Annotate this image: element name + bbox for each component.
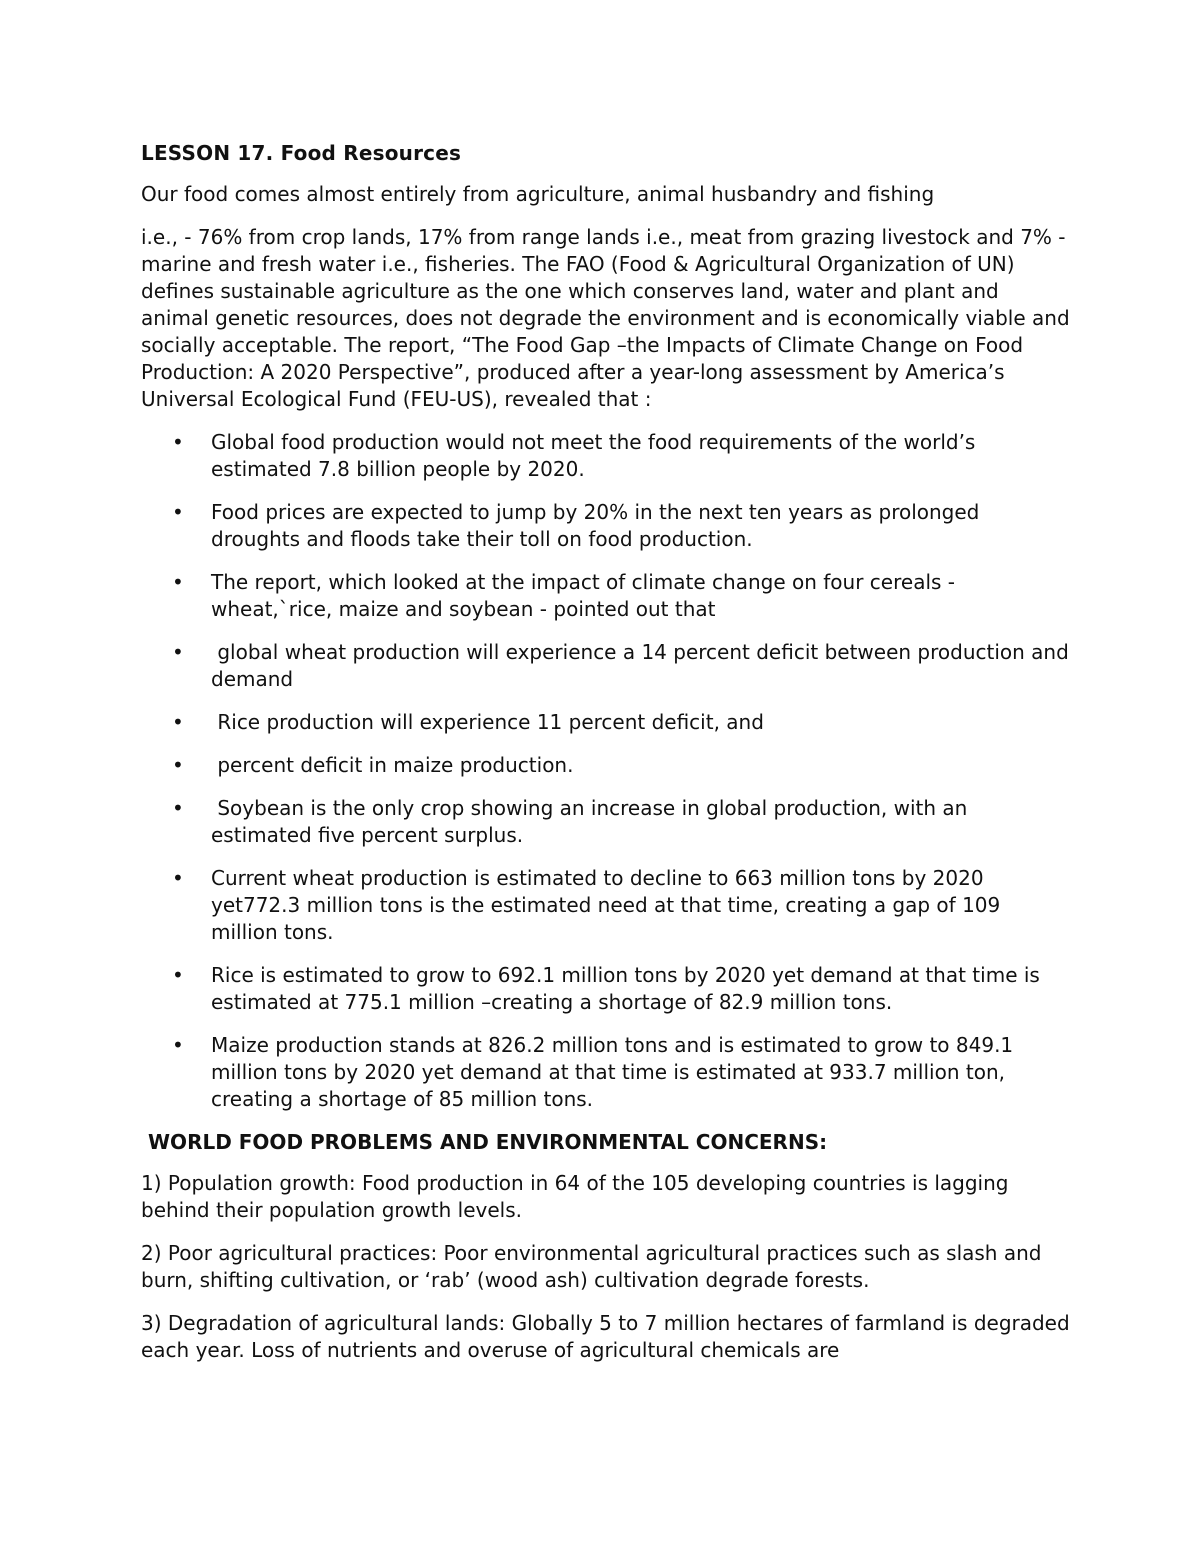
list-item-text: Food prices are expected to jump by 20% in the next ten years as prolonged droughts and floods take their toll on food production. [211,500,980,551]
list-item-text: Rice is estimated to grow to 692.1 million tons by 2020 yet demand at that time is estimated at 775.1 million –creating a shortage of 82.9 million tons. [211,963,1040,1014]
problem-paragraph: 3) Degradation of agricultural lands: Globally 5 to 7 million hectares of farmland is degraded each year. Loss of nutrients and overuse of agricultural chemicals are [141,1311,1070,1362]
problem-paragraph: 2) Poor agricultural practices: Poor environmental agricultural practices such as slash and burn, shifting cultivation, or ‘rab’ (wood ash) cultivation degrade forests. [141,1241,1042,1292]
document-page [141,140,1076,1380]
list-item [141,1032,1071,1113]
list-item [141,709,1071,736]
bullet-icon: • [172,710,184,734]
list-item [141,639,1076,693]
bullet-icon: • [172,753,184,777]
section-heading: WORLD FOOD PROBLEMS AND ENVIRONMENTAL CONCERNS: [148,1130,828,1154]
intro-paragraph: Our food comes almost entirely from agriculture, animal husbandry and fishing [141,182,935,206]
list-item-text: global wheat production will experience a 14 percent deficit between production and demand [211,640,1076,691]
bullet-icon: • [172,1033,184,1057]
list-item-text: Maize production stands at 826.2 million tons and is estimated to grow to 849.1 million tons by 2020 yet demand at that time is estimated at 933.7 million ton, creating a shortage of 85 million tons. [211,1033,1014,1111]
bullet-icon: • [172,500,184,524]
problem-paragraph: 1) Population growth: Food production in 64 of the 105 developing countries is lagging behind their population growth levels. [141,1171,1009,1222]
list-item [141,429,1071,483]
bullet-icon: • [172,866,184,890]
bullet-icon: • [172,963,184,987]
bullet-icon: • [172,796,184,820]
findings-list [141,429,1076,1113]
lesson-title: LESSON 17. Food Resources [141,141,462,165]
list-item-text: percent deficit in maize production. [211,753,574,777]
list-item-text: Rice production will experience 11 percent deficit, and [211,710,764,734]
list-item [141,795,1071,849]
body-paragraph: i.e., - 76% from crop lands, 17% from range lands i.e., meat from grazing livestock and 7% - marine and fresh water i.e., fisheries. The FAO (Food & Agricultural Organization of UN) defines sustainable agriculture as the one which conserves land, water and plant and animal genetic resources, does not degrade the environment and is economically viable and socially acceptable. The report, “The Food Gap –the Impacts of Climate Change on Food Production: A 2020 Perspective”, produced after a year-long assessment by America’s Universal Ecological Fund (FEU-US), revealed that : [141,225,1070,411]
list-item [141,962,1071,1016]
list-item [141,865,1071,946]
list-item-text: The report, which looked at the impact of climate change on four cereals - wheat,`rice, maize and soybean - pointed out that [211,570,955,621]
bullet-icon: • [172,640,184,664]
list-item [141,752,1071,779]
list-item-text: Current wheat production is estimated to decline to 663 million tons by 2020 yet772.3 million tons is the estimated need at that time, creating a gap of 109 million tons. [211,866,1001,944]
bullet-icon: • [172,430,184,454]
bullet-icon: • [172,570,184,594]
list-item [141,499,1071,553]
list-item-text: Soybean is the only crop showing an increase in global production, with an estimated five percent surplus. [211,796,974,847]
list-item-text: Global food production would not meet the food requirements of the world’s estimated 7.8 billion people by 2020. [211,430,976,481]
list-item [141,569,1071,623]
